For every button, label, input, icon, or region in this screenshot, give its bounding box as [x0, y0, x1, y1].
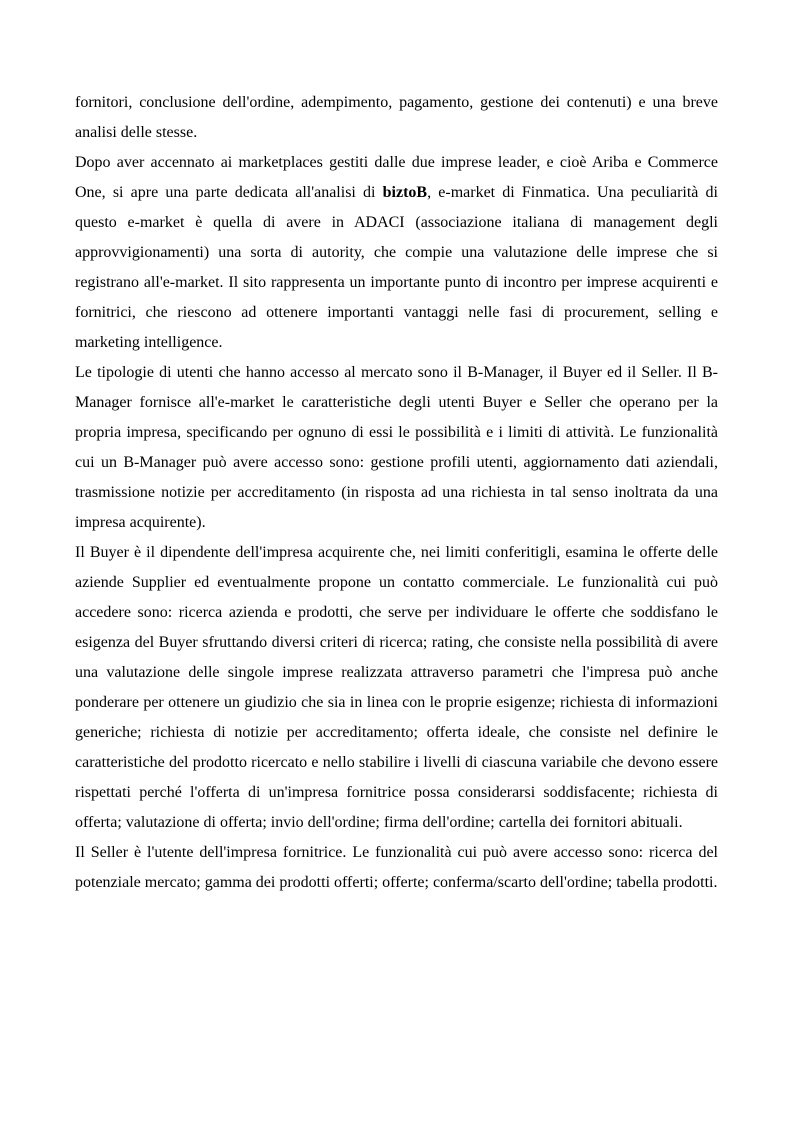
- paragraph-buyer: Il Buyer è il dipendente dell'impresa acquirente che, nei limiti conferitigli, esamina le offerte delle aziende Supplier ed eventualmente propone un contatto commerciale. Le funzionalità cui può accedere sono: ricerca azienda e prodotti, che serve per individuare le offerte che soddisfano le esigenza del Buyer sfruttando diversi criteri di ricerca; rating, che consiste nella possibilità di avere una valutazione delle singole imprese realizzata attraverso parametri che l'impresa può anche ponderare per ottenere un giudizio che sia in linea con le proprie esigenze; richiesta di informazioni generiche; richiesta di notizie per accreditamento; offerta ideale, che consiste nel definire le caratteristiche del prodotto ricercato e nello stabilire i livelli di ciascuna variabile che devono essere rispettati perché l'offerta di un'impresa fornitrice possa considerarsi soddisfacente; richiesta di offerta; valutazione di offerta; invio dell'ordine; firma dell'ordine; cartella dei fornitori abituali.: [75, 544, 718, 831]
- paragraph-biztob-text-before: Dopo aver accennato ai marketplaces gestiti dalle due imprese leader, e cioè Ariba e Commerce One, si apre una parte dedicata all'analisi di: [75, 154, 718, 201]
- paragraph-biztob-intro: [75, 148, 718, 358]
- paragraph-seller: Il Seller è l'utente dell'impresa fornitrice. Le funzionalità cui può avere accesso sono: ricerca del potenziale mercato; gamma dei prodotti offerti; offerte; conferma/scarto dell'ordine; tabella prodotti.: [75, 844, 718, 891]
- paragraph-user-types: Le tipologie di utenti che hanno accesso al mercato sono il B-Manager, il Buyer ed il Seller. Il B-Manager fornisce all'e-market le caratteristiche degli utenti Buyer e Seller che operano per la propria impresa, specificando per ognuno di essi le possibilità e i limiti di attività. Le funzionalità cui un B-Manager può avere accesso sono: gestione profili utenti, aggiornamento dati aziendali, trasmissione notizie per accreditamento (in risposta ad una richiesta in tal senso inoltrata da una impresa acquirente).: [75, 364, 718, 531]
- paragraph-continuation: fornitori, conclusione dell'ordine, adempimento, pagamento, gestione dei contenuti) e una breve analisi delle stesse.: [75, 94, 718, 141]
- paragraph-biztob-text-after: , e-market di Finmatica. Una peculiarità di questo e-market è quella di avere in ADACI (associazione italiana di management degli approvvigionamenti) una sorta di autority, che compie una valutazione delle imprese che si registrano all'e-market. Il sito rappresenta un importante punto di incontro per imprese acquirenti e fornitrici, che riescono ad ottenere importanti vantaggi nelle fasi di procurement, selling e marketing intelligence.: [75, 184, 718, 351]
- biztob-name: biztoB: [382, 184, 428, 201]
- document-page: [75, 88, 718, 898]
